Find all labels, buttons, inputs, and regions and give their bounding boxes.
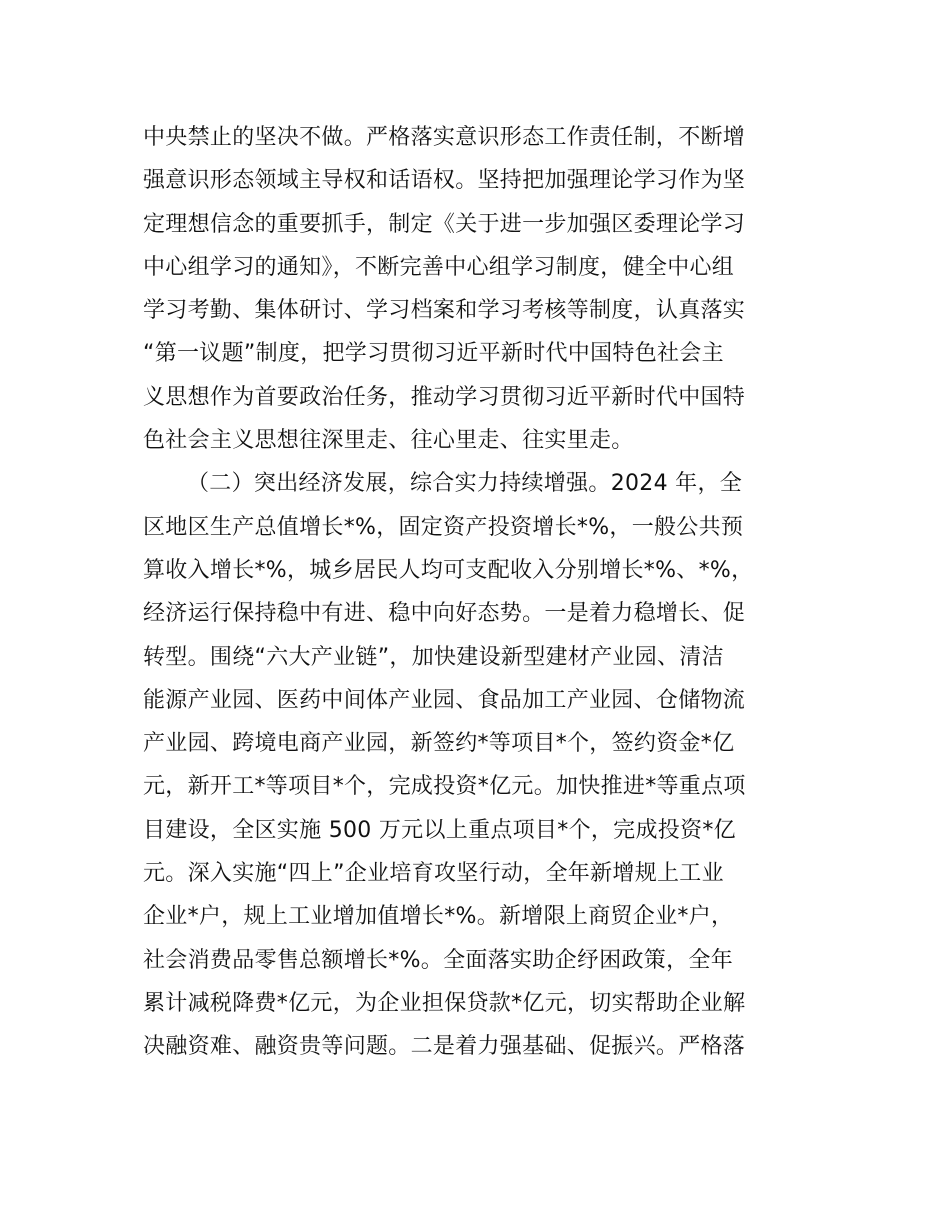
- paragraph-economy: [143, 462, 833, 1068]
- text-line: 区地区生产总值增长*%，固定资产投资增长*%，一般公共预: [143, 514, 744, 540]
- text-line: 算收入增长*%，城乡居民人均可支配收入分别增长*%、*%，: [143, 557, 754, 583]
- text-line: 中心组学习的通知》，不断完善中心组学习制度，健全中心组: [143, 254, 735, 280]
- text-line: 定理想信念的重要抓手，制定《关于进一步加强区委理论学习: [143, 211, 746, 237]
- text-line: 累计减税降费*亿元，为企业担保贷款*亿元，切实帮助企业解: [143, 990, 746, 1016]
- text-line: 经济运行保持稳中有进、稳中向好态势。一是着力稳增长、促: [143, 601, 746, 627]
- text-line: 元，新开工*等项目*个，完成投资*亿元。加快推进*等重点项: [143, 774, 746, 800]
- text-line: 产业园、跨境电商产业园，新签约*等项目*个，签约资金*亿: [143, 731, 735, 757]
- section-heading-line: （二）突出经济发展，综合实力持续增强。2024 年，全: [187, 471, 743, 497]
- document-body: [143, 116, 833, 1069]
- text-line: 目建设，全区实施 500 万元以上重点项目*个，完成投资*亿: [143, 817, 736, 843]
- text-line: 能源产业园、医药中间体产业园、食品加工产业园、仓储物流: [143, 687, 746, 713]
- text-line: 决融资难、融资贵等问题。二是着力强基础、促振兴。严格落: [143, 1034, 746, 1060]
- paragraph-ideology: [143, 116, 833, 462]
- text-line: 学习考勤、集体研讨、学习档案和学习考核等制度，认真落实: [143, 298, 746, 324]
- text-line: 色社会主义思想往深里走、往心里走、往实里走。: [143, 428, 634, 454]
- text-line: 转型。围绕“六大产业链”，加快建设新型建材产业园、清洁: [143, 644, 724, 670]
- text-line: 中央禁止的坚决不做。严格落实意识形态工作责任制，不断增: [143, 125, 746, 150]
- text-line: 义思想作为首要政治任务，推动学习贯彻习近平新时代中国特: [143, 384, 746, 410]
- text-line: 企业*户，规上工业增加值增长*%。新增限上商贸企业*户，: [143, 904, 734, 930]
- text-line: 强意识形态领域主导权和话语权。坚持把加强理论学习作为坚: [143, 168, 746, 194]
- text-line: 元。深入实施“四上”企业培育攻坚行动，全年新增规上工业: [143, 861, 724, 887]
- text-line: 社会消费品零售总额增长*%。全面落实助企纾困政策，全年: [143, 947, 734, 973]
- text-line: “第一议题”制度，把学习贯彻习近平新时代中国特色社会主: [143, 341, 724, 367]
